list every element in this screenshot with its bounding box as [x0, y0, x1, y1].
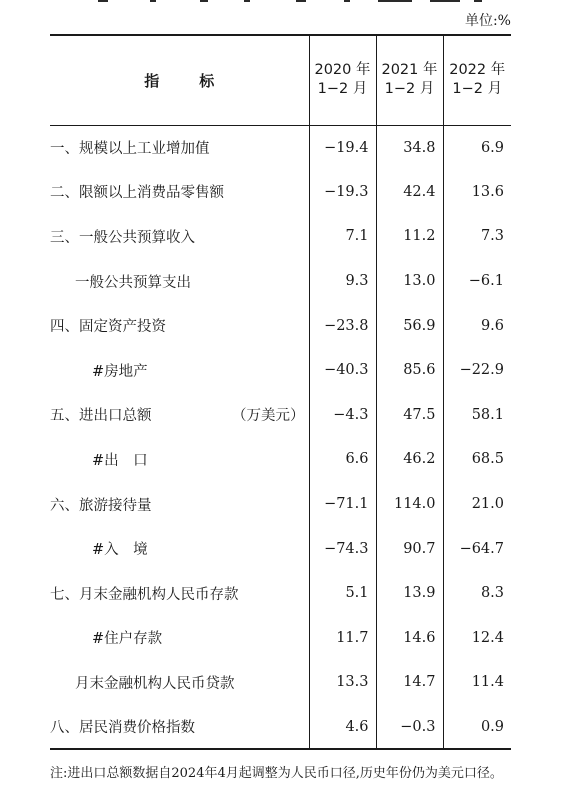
- row-label: 月末金融机构人民币贷款: [75, 675, 235, 692]
- value-2022: 58.1: [443, 393, 511, 438]
- table-row: [50, 125, 511, 170]
- value-2022: 9.6: [443, 303, 511, 348]
- row-label-cell: [50, 705, 309, 750]
- row-label-cell: [50, 214, 309, 259]
- value-2020: −19.3: [309, 170, 376, 215]
- value-2022: 7.3: [443, 214, 511, 259]
- row-label: #出 口: [92, 452, 148, 469]
- indicator-header-char-2: 标: [199, 71, 215, 90]
- value-2020: 5.1: [309, 571, 376, 616]
- value-2021: 34.8: [376, 125, 443, 170]
- value-2022: 21.0: [443, 482, 511, 527]
- indicator-header: [50, 35, 309, 125]
- value-2021: 114.0: [376, 482, 443, 527]
- value-2021: 90.7: [376, 526, 443, 571]
- clipped-title-remnant: [0, 0, 562, 6]
- value-2021: 14.6: [376, 616, 443, 661]
- table-row: [50, 259, 511, 304]
- value-2021: 14.7: [376, 660, 443, 705]
- table-row: [50, 437, 511, 482]
- row-label-cell: [50, 125, 309, 170]
- year-header-year: 2021 年: [381, 62, 438, 79]
- value-2022: −22.9: [443, 348, 511, 393]
- value-2020: −23.8: [309, 303, 376, 348]
- value-2021: 85.6: [376, 348, 443, 393]
- row-label-cell: [50, 303, 309, 348]
- row-label-cell: [50, 526, 309, 571]
- value-2022: −6.1: [443, 259, 511, 304]
- value-2022: 11.4: [443, 660, 511, 705]
- value-2022: 13.6: [443, 170, 511, 215]
- row-label: 一般公共预算支出: [75, 274, 191, 291]
- row-label-cell: [50, 393, 309, 438]
- row-label: 三、一般公共预算收入: [50, 229, 195, 246]
- table-row: [50, 393, 511, 438]
- value-2022: 12.4: [443, 616, 511, 661]
- year-header-year: 2022 年: [449, 62, 506, 79]
- value-2022: 6.9: [443, 125, 511, 170]
- table-row: [50, 348, 511, 393]
- table-row: [50, 482, 511, 527]
- value-2020: 6.6: [309, 437, 376, 482]
- value-2020: 11.7: [309, 616, 376, 661]
- year-header-2021: [376, 35, 443, 125]
- row-label: #入 境: [92, 542, 148, 559]
- row-label-cell: [50, 660, 309, 705]
- value-2021: 11.2: [376, 214, 443, 259]
- row-label: 二、限额以上消费品零售额: [50, 185, 224, 202]
- footnote: 注:进出口总额数据自2024年4月起调整为人民币口径,历史年份仍为美元口径。: [50, 766, 503, 781]
- value-2021: 46.2: [376, 437, 443, 482]
- value-2020: −71.1: [309, 482, 376, 527]
- year-header-period: 1−2 月: [384, 81, 435, 98]
- value-2021: 47.5: [376, 393, 443, 438]
- row-unit: （万美元）: [232, 408, 305, 425]
- value-2022: −64.7: [443, 526, 511, 571]
- table-row: [50, 214, 511, 259]
- value-2020: 4.6: [309, 705, 376, 750]
- value-2022: 8.3: [443, 571, 511, 616]
- unit-label: 单位:%: [464, 13, 511, 29]
- table-row: [50, 303, 511, 348]
- value-2022: 0.9: [443, 705, 511, 750]
- table-header-row: [50, 35, 511, 125]
- table-row: [50, 571, 511, 616]
- value-2020: −40.3: [309, 348, 376, 393]
- year-header-2020: [309, 35, 376, 125]
- row-label-cell: [50, 437, 309, 482]
- row-label: 一、规模以上工业增加值: [50, 141, 210, 158]
- indicator-header-char-1: 指: [144, 71, 160, 90]
- row-label: #房地产: [92, 363, 148, 380]
- row-label: 六、旅游接待量: [50, 497, 152, 514]
- year-header-2022: [443, 35, 511, 125]
- table-row: [50, 616, 511, 661]
- row-label: #住户存款: [92, 631, 163, 648]
- value-2020: 13.3: [309, 660, 376, 705]
- value-2021: −0.3: [376, 705, 443, 750]
- value-2020: −19.4: [309, 125, 376, 170]
- row-label-cell: [50, 616, 309, 661]
- value-2021: 13.9: [376, 571, 443, 616]
- value-2021: 56.9: [376, 303, 443, 348]
- row-label: 七、月末金融机构人民币存款: [50, 586, 239, 603]
- row-label-cell: [50, 571, 309, 616]
- statistics-table: [50, 34, 511, 750]
- year-header-year: 2020 年: [314, 62, 371, 79]
- table-row: [50, 705, 511, 750]
- value-2021: 13.0: [376, 259, 443, 304]
- row-label-cell: [50, 348, 309, 393]
- value-2021: 42.4: [376, 170, 443, 215]
- table-row: [50, 170, 511, 215]
- row-label: 五、进出口总额: [50, 408, 152, 425]
- value-2020: −4.3: [309, 393, 376, 438]
- table-row: [50, 660, 511, 705]
- row-label-cell: [50, 170, 309, 215]
- row-label: 八、居民消费价格指数: [50, 720, 195, 737]
- row-label: 四、固定资产投资: [50, 319, 166, 336]
- value-2020: 7.1: [309, 214, 376, 259]
- table-row: [50, 526, 511, 571]
- year-header-period: 1−2 月: [317, 81, 368, 98]
- value-2020: −74.3: [309, 526, 376, 571]
- row-label-cell: [50, 482, 309, 527]
- row-label-cell: [50, 259, 309, 304]
- value-2022: 68.5: [443, 437, 511, 482]
- year-header-period: 1−2 月: [452, 81, 503, 98]
- value-2020: 9.3: [309, 259, 376, 304]
